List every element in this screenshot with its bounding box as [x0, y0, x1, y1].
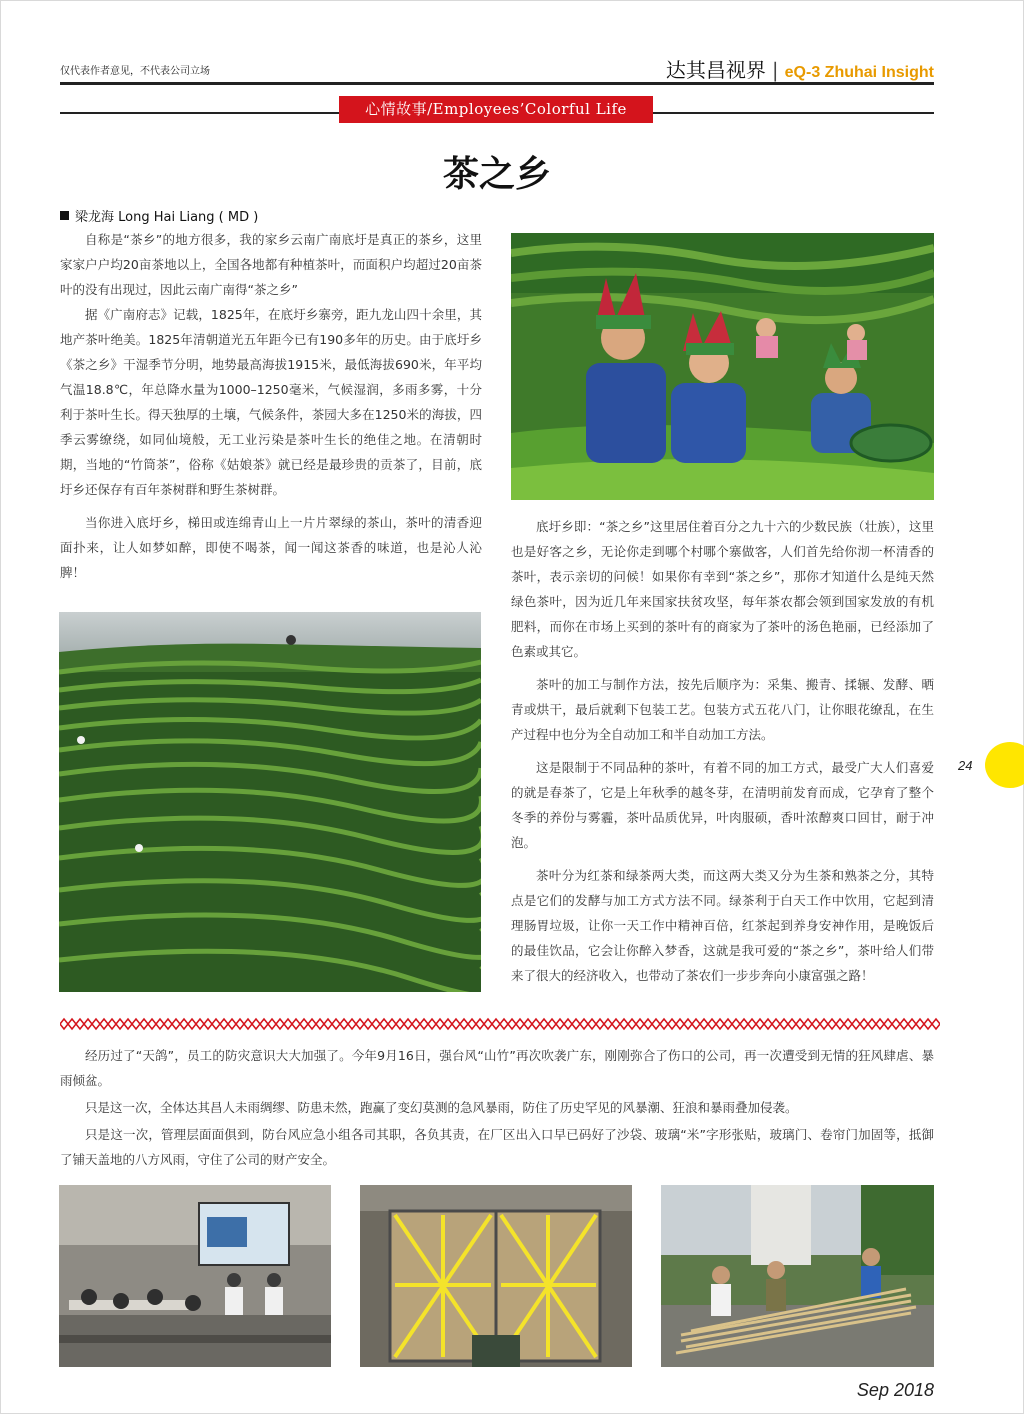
issue-date: Sep 2018 [856, 1380, 934, 1400]
paragraph: 经历过了“天鸽”，员工的防灾意识大大加强了。今年9月16日，强台风“山竹”再次吹袭广东，刚刚弥合了伤口的公司，再一次遭受到无情的狂风肆虐、暴雨倾盆。 [60, 1048, 934, 1088]
author-byline [60, 206, 258, 225]
paragraph: 底圩乡即：“茶之乡”这里居住着百分之九十六的少数民族（壮族），这里也是好客之乡，无论你走到哪个村哪个寨做客，人们首先给你沏一杯清香的茶叶，表示亲切的问候！如果你有幸到“茶之乡”，那你才知道什么是纯天然绿色茶叶，因为近几年来国家扶贫攻坚，每年茶农都会领到国家发放的有机肥料，而你在市场上买到的茶叶有的商家为了茶叶的汤色艳丽，已经添加了色素或其它。 [511, 519, 934, 659]
page-number: 24 [958, 758, 973, 773]
taped-glass-door-photo [360, 1185, 632, 1367]
header-rule [60, 82, 934, 85]
right-column [511, 514, 934, 996]
brand-cn: 达其昌视界 [665, 58, 766, 82]
left-column [60, 227, 482, 585]
section-tag: 心情故事/Employees’Colorful Life [339, 96, 653, 123]
paragraph: 茶叶的加工与制作方法，按先后顺序为：采集、搬青、揉辗、发酵、晒青或烘干，最后就剩下包装工艺。包装方式五花八门，让你眼花缭乱，在生产过程中也分为全自动加工和半自动加工方法。 [511, 677, 934, 742]
typhoon-section [60, 1043, 934, 1174]
square-bullet-icon [60, 211, 69, 220]
paragraph: 这是限制于不同品种的茶叶，有着不同的加工方式，最受广大人们喜爱的就是春茶了，它是上年秋季的越冬芽，在清明前发育而成，它孕育了整个冬季的养份与雾霾，茶叶品质优异，叶肉服硕，香叶浓醇爽口回甘，耐于冲泡。 [511, 760, 934, 850]
meeting-room-photo [59, 1185, 331, 1367]
author-name: 梁龙海 Long Hai Liang ( MD ) [75, 210, 259, 225]
zigzag-divider [60, 1016, 940, 1030]
paragraph: 自称是“茶乡”的地方很多，我的家乡云南广南底圩是真正的茶乡，这里家家户户均20亩茶地以上，全国各地都有种植茶叶，而面积户均超过20亩茶叶的没有出现过，因此云南广南得“茶之乡” [60, 232, 482, 297]
paragraph: 据《广南府志》记载，1825年，在底圩乡寨旁，距九龙山四十余里，其地产茶叶绝美。1825年清朝道光五年距今已有190多年的历史。由于底圩乡《茶之乡》干湿季节分明，地势最高海拔1915米，最低海拔690米，年平均气温18.8℃，年总降水量为1000–1250毫米，气候湿润，多雨多雾，十分利于茶叶生长。得天独厚的土壤，气候条件，茶园大多在1250米的海拔，四季云雾缭绕，如同仙境般，无工业污染是茶叶生长的绝佳之地。在清朝时期，当地的“竹筒茶”，俗称《姑娘茶》就已经是最珍贵的贡茶了，目前，底圩乡还保存有百年茶树群和野生茶树群。 [60, 307, 482, 497]
tea-field-photo [59, 612, 481, 992]
brand-separator: | [771, 58, 779, 82]
tea-pickers-photo [511, 233, 934, 500]
disclaimer: 仅代表作者意见，不代表公司立场 [60, 66, 210, 77]
paragraph: 只是这一次，管理层面面俱到，防台风应急小组各司其职，各负其责，在厂区出入口早已码好了沙袋、玻璃“米”字形张贴，玻璃门、卷帘门加固等，抵御了铺天盖地的八方风雨，守住了公司的财产安全。 [60, 1127, 934, 1167]
workers-carrying-bamboo-photo [661, 1185, 934, 1367]
brand-en: eQ-3 Zhuhai Insight [784, 64, 934, 81]
paragraph: 茶叶分为红茶和绿茶两大类，而这两大类又分为生茶和熟茶之分，其特点是它们的发酵与加工方式方法不同。绿茶利于白天工作中饮用，它起到清理肠胃垃圾，让你一天工作中精神百倍，红茶起到养身安神作用，是晚饭后的最佳饮品，它会让你醉入梦香，这就是我可爱的“茶之乡”，茶叶给人们带来了很大的经济收入，也带动了茶农们一步步奔向小康富强之路！ [511, 868, 934, 983]
paragraph: 当你进入底圩乡，梯田或连绵青山上一片片翠绿的茶山，茶叶的清香迎面扑来，让人如梦如醉，即使不喝茶，闻一闻这茶香的味道，也是沁人沁脾！ [60, 515, 482, 580]
brand-header [666, 54, 934, 83]
article-title: 茶之乡 [442, 153, 551, 195]
paragraph: 只是这一次，全体达其昌人未雨绸缪、防患未然，跑赢了变幻莫测的急风暴雨，防住了历史罕见的风暴潮、狂浪和暴雨叠加侵袭。 [85, 1100, 798, 1115]
